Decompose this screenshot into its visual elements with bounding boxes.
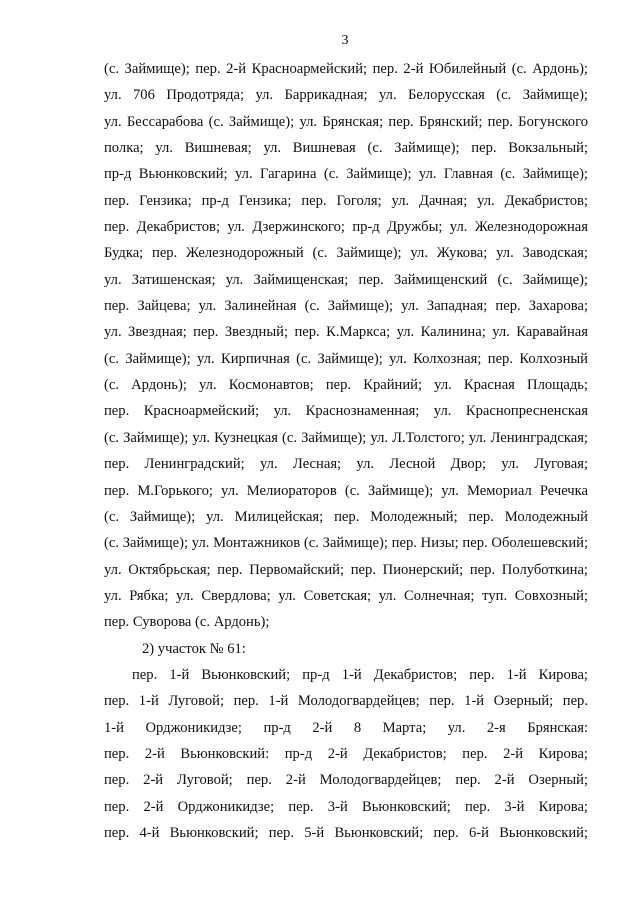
text-line: пер. Гензика; пр-д Гензика; пер. Гоголя; ул. Дачная; ул. Декабристов; xyxy=(104,192,588,209)
text-line: пер. Зайцева; ул. Залинейная (с. Займище); ул. Западная; пер. Захарова; xyxy=(104,298,588,315)
text-line: пер. 4-й Вьюнковский; пер. 5-й Вьюнковский; пер. 6-й Вьюнковский; xyxy=(104,824,588,841)
text-line: 1-й Орджоникидзе; пр-д 2-й 8 Марта; ул. 2-я Брянская: xyxy=(104,719,588,736)
text-line: Будка; пер. Железнодорожный (с. Займище); ул. Жукова; ул. Заводская; xyxy=(104,245,588,262)
text-line: пер. Ленинградский; ул. Лесная; ул. Лесной Двор; ул. Луговая; xyxy=(104,456,588,473)
text-line: пер. Декабристов; ул. Дзержинского; пр-д Дружбы; ул. Железнодорожная xyxy=(104,219,588,236)
text-line: пер. 1-й Вьюнковский; пр-д 1-й Декабристов; пер. 1-й Кирова; xyxy=(132,666,588,683)
text-line: ул. Рябка; ул. Свердлова; ул. Советская; ул. Солнечная; туп. Совхозный; xyxy=(104,587,588,604)
text-line: (с. Ардонь); ул. Космонавтов; пер. Крайний; ул. Красная Площадь; xyxy=(104,377,588,394)
text-line: (с. Займище); ул. Кирпичная (с. Займище); ул. Колхозная; пер. Колхозный xyxy=(104,350,588,367)
text-line: ул. Бессарабова (с. Займище); ул. Брянская; пер. Брянский; пер. Богунского xyxy=(104,113,588,130)
text-line: пер. 1-й Луговой; пер. 1-й Молодогвардейцев; пер. 1-й Озерный; пер. xyxy=(104,693,588,710)
text-line: пр-д Вьюнковский; ул. Гагарина (с. Займище); ул. Главная (с. Займище); xyxy=(104,166,588,183)
document-body xyxy=(104,56,588,846)
text-line: полка; ул. Вишневая; ул. Вишневая (с. Займище); пер. Вокзальный; xyxy=(104,140,588,157)
section-heading: 2) участок № 61: xyxy=(142,640,246,657)
text-line: ул. Октябрьская; пер. Первомайский; пер. Пионерский; пер. Полуботкина; xyxy=(104,561,588,578)
text-line: пер. М.Горького; ул. Мелиораторов (с. Займище); ул. Мемориал Речечка xyxy=(104,482,588,499)
text-line: (с. Займище); ул. Монтажников (с. Займище); пер. Низы; пер. Оболешевский; xyxy=(104,535,588,552)
text-line: (с. Займище); ул. Милицейская; пер. Молодежный; пер. Молодежный xyxy=(104,508,588,525)
text-line: ул. Затишенская; ул. Займищенская; пер. Займищенский (с. Займище); xyxy=(104,271,588,288)
text-line: пер. 2-й Луговой; пер. 2-й Молодогвардейцев; пер. 2-й Озерный; xyxy=(104,772,588,789)
text-line: пер. 2-й Орджоникидзе; пер. 3-й Вьюнковский; пер. 3-й Кирова; xyxy=(104,798,588,815)
text-line: пер. 2-й Вьюнковский: пр-д 2-й Декабристов; пер. 2-й Кирова; xyxy=(104,745,588,762)
text-line: пер. Суворова (с. Ардонь); xyxy=(104,614,270,631)
text-line: (с. Займище); пер. 2-й Красноармейский; пер. 2-й Юбилейный (с. Ардонь); xyxy=(104,61,588,77)
page-number: 3 xyxy=(341,33,349,48)
text-line: ул. Звездная; пер. Звездный; пер. К.Маркса; ул. Калинина; ул. Каравайная xyxy=(104,324,588,341)
text-line: пер. Красноармейский; ул. Краснознаменная; ул. Краснопресненская xyxy=(104,403,588,420)
text-line: ул. 706 Продотряда; ул. Баррикадная; ул. Белорусская (с. Займище); xyxy=(104,87,588,104)
text-line: (с. Займище); ул. Кузнецкая (с. Займище); ул. Л.Толстого; ул. Ленинградская; xyxy=(104,429,588,446)
